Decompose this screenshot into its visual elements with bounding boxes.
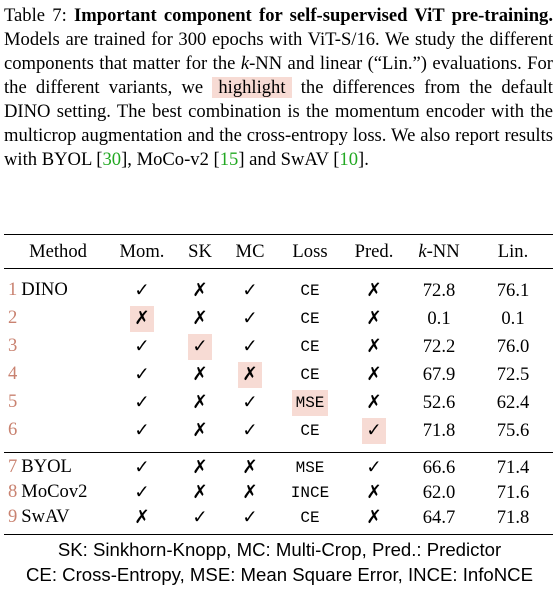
momentum-cell [112,418,172,442]
caption-text-6: ]. [358,149,369,170]
loss-cell-value: MSE [295,459,325,477]
mc-cell [228,455,272,479]
method-cell [8,362,108,386]
mc-cell [228,306,272,330]
header-momentum: Mom. [119,241,165,262]
loss-cell-value: CE [300,422,320,440]
mc-cell [228,390,272,414]
linear-cell [482,278,544,302]
loss-cell [280,505,340,529]
sk-cell-value: ✗ [192,364,208,385]
caption-label: Table 7: [4,5,67,26]
predictor-cell [346,505,402,529]
linear-cell [482,418,544,442]
loss-cell-value: CE [300,310,320,328]
caption-title: Important component for self-supervised ViT pre-training. [74,5,553,26]
method-cell [8,418,108,442]
knn-cell-value: 72.2 [422,336,456,357]
mc-cell-value: ✓ [242,336,258,357]
header-method: Method [29,241,87,262]
sk-cell [180,505,220,529]
knn-cell-value: 64.7 [422,507,456,528]
footnote-abbrev-1: SK: Sinkhorn-Knopp, MC: Multi-Crop, Pred.: Predictor [57,539,502,560]
row-number: 2 [8,307,18,328]
linear-cell-value: 62.4 [496,392,530,413]
row-number: 9 [8,506,18,527]
header-mc: MC [235,241,265,262]
momentum-cell [112,362,172,386]
sk-cell-value: ✗ [192,457,208,478]
header-predictor: Pred. [354,241,394,262]
predictor-cell-value: ✗ [366,308,382,329]
momentum-cell-value: ✓ [134,482,150,503]
sk-cell [180,455,220,479]
method-cell [8,505,108,529]
method-cell [8,306,108,330]
predictor-cell [346,278,402,302]
predictor-cell [346,455,402,479]
linear-cell-value: 71.6 [496,482,530,503]
predictor-cell [346,390,402,414]
loss-cell [280,306,340,330]
predictor-cell [346,418,402,442]
linear-cell-value: 0.1 [501,308,525,329]
momentum-cell-value: ✓ [134,457,150,478]
mc-cell [228,362,272,386]
citation-byol[interactable]: 30 [102,149,122,170]
knn-cell-value: 72.8 [422,280,456,301]
momentum-cell [112,390,172,414]
method-cell [8,334,108,358]
momentum-cell-value: ✗ [134,507,150,528]
group-separator-rule [4,452,553,453]
linear-cell-value: 72.5 [496,364,530,385]
linear-cell [482,334,544,358]
predictor-cell-value: ✓ [362,418,386,444]
sk-cell-value: ✓ [188,334,212,360]
momentum-cell [112,278,172,302]
predictor-cell-value: ✗ [366,280,382,301]
loss-cell-value: MSE [292,390,329,416]
knn-cell [404,306,474,330]
header-linear: Lin. [497,241,529,262]
method-cell [8,278,108,302]
loss-cell-value: INCE [290,484,330,502]
predictor-cell-value: ✗ [366,364,382,385]
footnote-abbrev-2: CE: Cross-Entropy, MSE: Mean Square Error, INCE: InfoNCE [25,564,533,585]
mc-cell-value: ✗ [238,362,262,388]
row-number: 1 [8,279,18,300]
linear-cell-value: 71.4 [496,457,530,478]
loss-cell-value: CE [300,509,320,527]
caption-k: k [240,53,250,74]
knn-cell [404,480,474,504]
momentum-cell-value: ✓ [134,280,150,301]
mc-cell-value: ✓ [242,507,258,528]
sk-cell [180,390,220,414]
header-knn-rest: -NN [426,241,460,262]
momentum-cell-value: ✓ [134,364,150,385]
loss-cell-value: CE [300,338,320,356]
sk-cell [180,480,220,504]
loss-cell [280,334,340,358]
predictor-cell-value: ✓ [366,457,382,478]
loss-cell [280,362,340,386]
sk-cell [180,306,220,330]
knn-cell-value: 71.8 [422,420,456,441]
loss-cell [280,455,340,479]
linear-cell [482,480,544,504]
row-number: 6 [8,419,18,440]
knn-cell-value: 67.9 [422,364,456,385]
predictor-cell-value: ✗ [366,392,382,413]
header-knn-k: k [418,241,427,262]
header-rule [4,268,553,269]
mc-cell [228,418,272,442]
linear-cell-value: 75.6 [496,420,530,441]
caption-text-2: -NN and linear (“Lin.”) evaluations. For the different variants, we [4,53,553,98]
momentum-cell-value: ✓ [134,392,150,413]
linear-cell [482,362,544,386]
sk-cell-value: ✗ [192,482,208,503]
predictor-cell [346,306,402,330]
method-cell [8,390,108,414]
table-bottom-rule [4,534,553,535]
mc-cell-value: ✓ [242,420,258,441]
momentum-cell [112,334,172,358]
sk-cell-value: ✗ [192,280,208,301]
knn-cell-value: 0.1 [427,308,451,329]
linear-cell [482,455,544,479]
loss-cell-value: CE [300,366,320,384]
predictor-cell-value: ✗ [366,507,382,528]
loss-cell [280,390,340,414]
predictor-cell [346,334,402,358]
row-number: 3 [8,335,18,356]
sk-cell [180,278,220,302]
knn-cell [404,505,474,529]
knn-cell [404,390,474,414]
knn-cell [404,334,474,358]
mc-cell [228,505,272,529]
row-number: 4 [8,363,18,384]
mc-cell-value: ✓ [242,392,258,413]
momentum-cell [112,306,172,330]
momentum-cell-value: ✓ [134,420,150,441]
momentum-cell [112,455,172,479]
mc-cell-value: ✗ [242,482,258,503]
predictor-cell-value: ✗ [366,336,382,357]
method-name: MoCov2 [21,481,88,502]
knn-cell-value: 66.6 [422,457,456,478]
mc-cell [228,480,272,504]
predictor-cell [346,480,402,504]
loss-cell [280,480,340,504]
mc-cell-value: ✗ [242,457,258,478]
caption-text-5: ] and SwAV [ [238,149,340,170]
method-name: BYOL [21,456,72,477]
knn-cell [404,278,474,302]
header-sk: SK [188,241,212,262]
sk-cell-value: ✗ [192,392,208,413]
loss-cell [280,418,340,442]
citation-moco[interactable]: 15 [219,149,239,170]
table-top-rule [4,234,553,235]
row-number: 5 [8,391,18,412]
linear-cell [482,306,544,330]
method-cell [8,455,108,479]
knn-cell [404,455,474,479]
header-loss: Loss [292,241,328,262]
mc-cell [228,278,272,302]
momentum-cell [112,480,172,504]
mc-cell-value: ✓ [242,280,258,301]
knn-cell [404,418,474,442]
linear-cell-value: 76.0 [496,336,530,357]
loss-cell [280,278,340,302]
row-number: 7 [8,456,18,477]
predictor-cell-value: ✗ [366,482,382,503]
momentum-cell-value: ✓ [134,336,150,357]
linear-cell-value: 71.8 [496,507,530,528]
caption-text-3: the differences from the default DINO setting. The best combination is the momentum encoder with the multicrop augmentation and the cross-entropy loss. We also report results with BYOL [ [4,77,553,170]
caption-highlight-word: highlight [212,77,291,98]
method-name: SwAV [21,506,70,527]
caption-text-4: ], MoCo-v2 [ [121,149,220,170]
knn-cell-value: 62.0 [422,482,456,503]
method-cell [8,480,108,504]
table-caption [4,4,553,172]
mc-cell [228,334,272,358]
linear-cell [482,390,544,414]
citation-swav[interactable]: 10 [339,149,358,170]
sk-cell [180,334,220,358]
momentum-cell-value: ✗ [130,306,154,332]
linear-cell-value: 76.1 [496,280,530,301]
header-knn [404,240,474,264]
sk-cell [180,418,220,442]
sk-cell-value: ✓ [192,507,208,528]
linear-cell [482,505,544,529]
predictor-cell [346,362,402,386]
loss-cell-value: CE [300,282,320,300]
sk-cell-value: ✗ [192,308,208,329]
sk-cell-value: ✗ [192,420,208,441]
caption-text-1: Models are trained for 300 epochs with ViT-S/16. We study the different components that matter for the [4,29,553,74]
mc-cell-value: ✓ [242,308,258,329]
sk-cell [180,362,220,386]
knn-cell [404,362,474,386]
row-number: 8 [8,481,18,502]
method-name: DINO [21,279,68,300]
momentum-cell [112,505,172,529]
knn-cell-value: 52.6 [422,392,456,413]
